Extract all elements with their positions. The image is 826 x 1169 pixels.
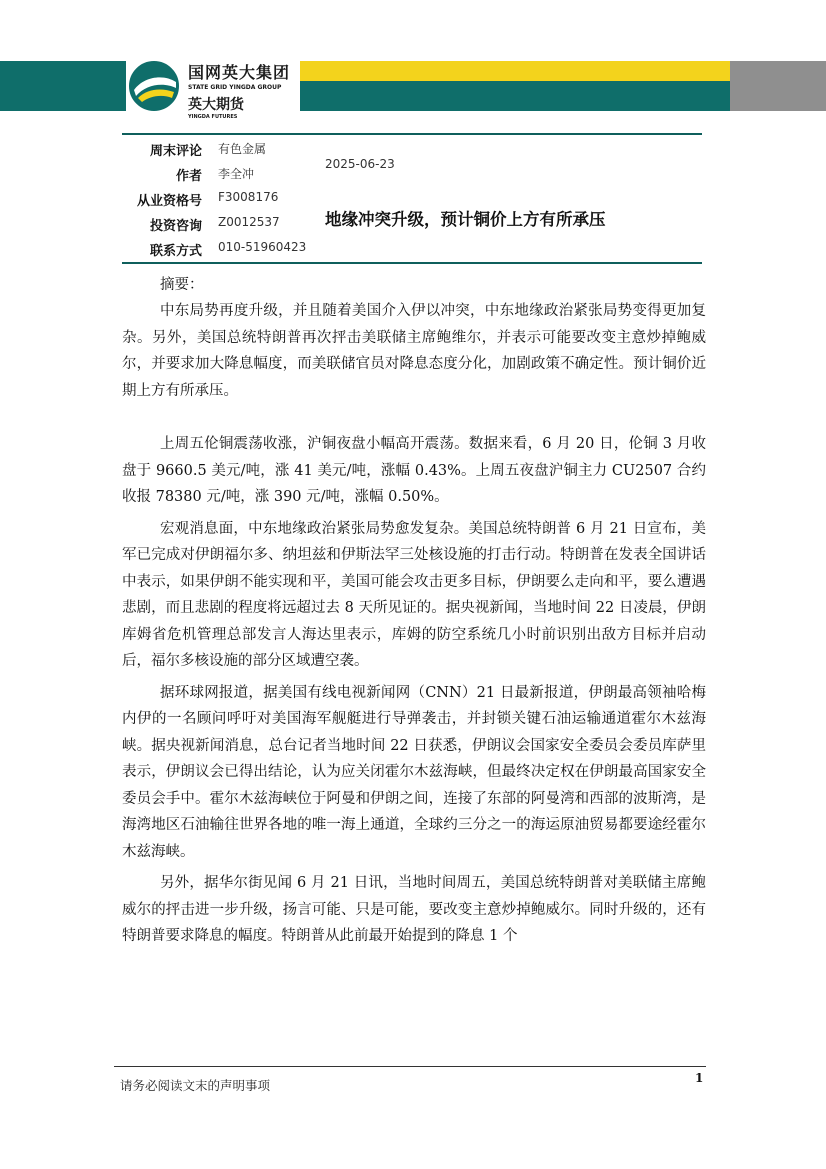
footer-disclaimer: 请务必阅读文末的声明事项 — [120, 1078, 271, 1093]
meta-label: 联系方式 — [149, 244, 202, 259]
abstract-text: 中东局势再度升级，并且随着美国介入伊以冲突，中东地缘政治紧张局势变得更加复杂。另外，美国总统特朗普再次抨击美联储主席鲍维尔，并表示可能要改变主意炒掉鲍威尔，并要求加大降息幅度，而美联储官员对降息态度分化，加剧政策不确定性。预计铜价近期上方有所承压。 — [122, 303, 706, 399]
meta-value: F3008176 — [218, 190, 279, 204]
body-paragraph: 据环球网报道，据美国有线电视新闻网（CNN）21 日最新报道，伊朗最高领袖哈梅内伊的一名顾问呼吁对美国海军舰艇进行导弹袭击，并封锁关键石油运输通道霍尔木兹海峡。据央视新闻消息，总台记者当地时间 22 日获悉，伊朗议会国家安全委员会委员库萨里表示，伊朗议会已得出结论，认为应关闭霍尔木兹海峡，但最终决定权在伊朗最高国家安全委员会手中。霍尔木兹海峡位于阿曼和伊朗之间，连接了东部的阿曼湾和西部的波斯湾，是海湾地区石油输往世界各地的唯一海上通道，全球约三分之一的海运原油贸易都要途经霍尔木兹海峡。 — [122, 684, 706, 860]
body-paragraph: 另外，据华尔街见闻 6 月 21 日讯，当地时间周五，美国总统特朗普对美联储主席鲍威尔的抨击进一步升级，扬言可能、只是可能，要改变主意炒掉鲍威尔。同时升级的，还有特朗普要求降息的幅度。特朗普从此前最开始提到的降息 1 个 — [122, 875, 706, 944]
logo-sub-name-en: YINGDA FUTURES — [188, 114, 238, 120]
meta-value: Z0012537 — [218, 215, 280, 229]
title-block-bottom-rule — [122, 262, 702, 264]
meta-value: 有色金属 — [218, 142, 267, 156]
company-logo — [126, 58, 300, 120]
meta-label: 投资咨询 — [149, 219, 202, 234]
logo-group-name-en: STATE GRID YINGDA GROUP — [188, 84, 282, 91]
report-body — [122, 272, 706, 950]
header-band-gray — [730, 61, 826, 111]
meta-label: 周末评论 — [149, 144, 202, 159]
logo-sub-name: 英大期货 — [188, 97, 244, 113]
body-paragraph: 上周五伦铜震荡收涨，沪铜夜盘小幅高开震荡。数据来看，6 月 20 日，伦铜 3 月收盘于 9660.5 美元/吨，涨 41 美元/吨，涨幅 0.43%。上周五夜盘沪铜主力 CU2507 合约收报 78380 元/吨，涨 390 元/吨，涨幅 0.50%。 — [122, 436, 706, 505]
header-band-teal — [300, 81, 730, 111]
logo-group-name: 国网英大集团 — [188, 63, 291, 82]
logo-globe-icon — [128, 60, 180, 112]
meta-value: 李全冲 — [218, 167, 255, 181]
abstract-label: 摘要： — [160, 277, 204, 293]
meta-label: 从业资格号 — [136, 194, 202, 209]
footer-rule — [114, 1066, 706, 1067]
report-date: 2025-06-23 — [325, 157, 395, 171]
meta-label: 作者 — [175, 169, 202, 184]
title-block-top-rule — [122, 133, 702, 135]
meta-row-contact — [122, 240, 422, 264]
meta-value: 010-51960423 — [218, 240, 307, 254]
logo-text — [188, 60, 290, 120]
header-band-left — [0, 61, 126, 111]
body-paragraph: 宏观消息面，中东地缘政治紧张局势愈发复杂。美国总统特朗普 6 月 21 日宣布，美军已完成对伊朗福尔多、纳坦兹和伊斯法罕三处核设施的打击行动。特朗普在发表全国讲话中表示，如果伊朗不能实现和平，美国可能会攻击更多目标，伊朗要么走向和平，要么遭遇悲剧，而且悲剧的程度将远超过去 8 天所见证的。据央视新闻，当地时间 22 日凌晨，伊朗库姆省危机管理总部发言人海达里表示，库姆的防空系统几小时前识别出敌方目标并启动后，福尔多核设施的部分区域遭空袭。 — [122, 520, 706, 669]
report-headline: 地缘冲突升级，预计铜价上方有所承压 — [325, 210, 606, 229]
page-number: 1 — [695, 1071, 704, 1085]
header-band-yellow — [300, 61, 730, 81]
